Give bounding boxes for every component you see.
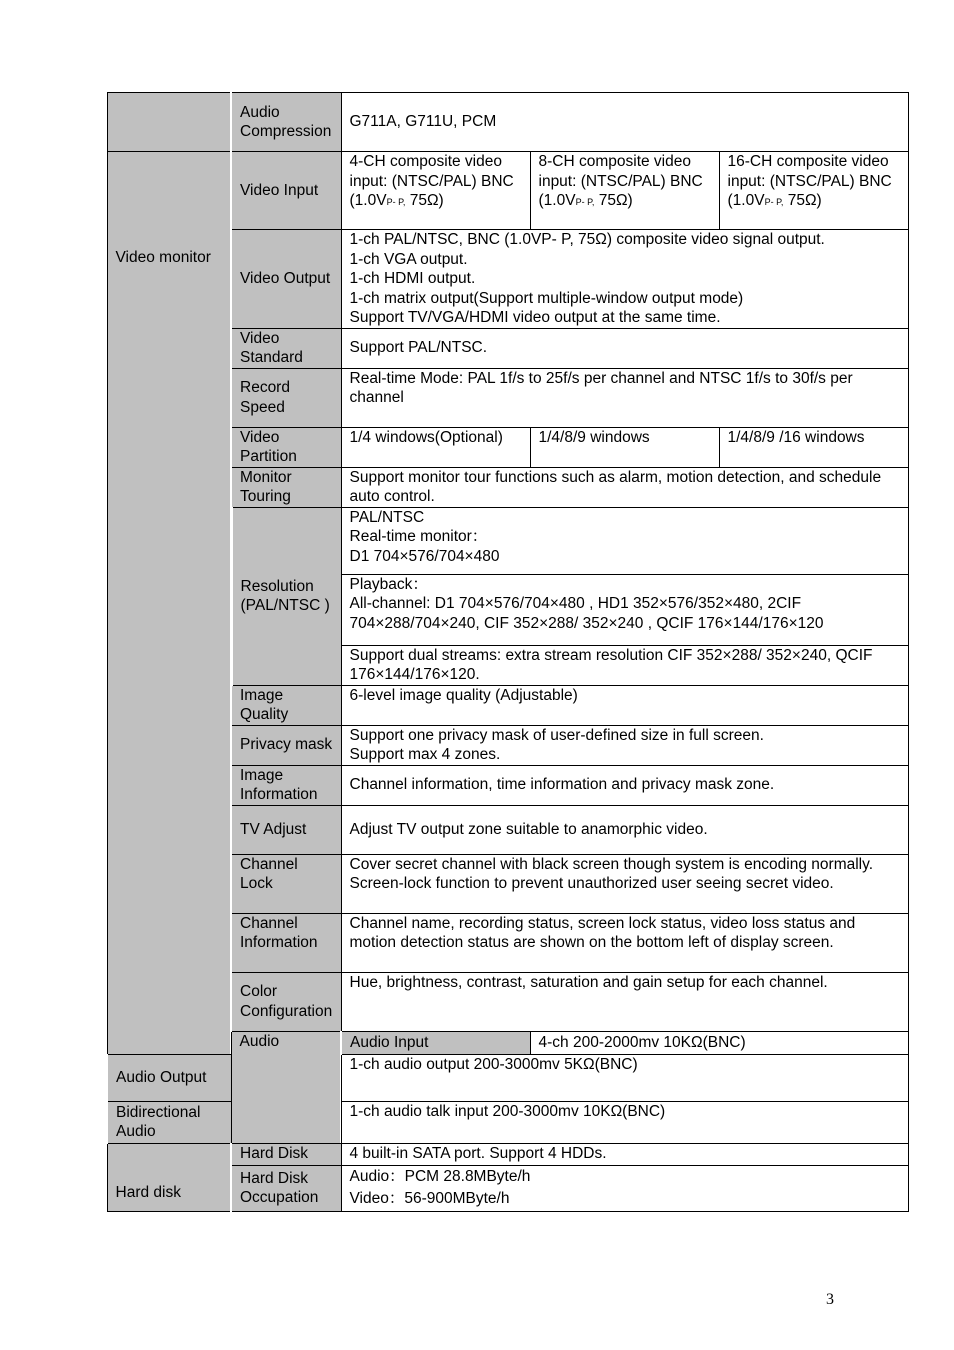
video-input-16ch bbox=[719, 152, 908, 230]
text: Support one privacy mask of user-defined size in full screen. Support max 4 zones. bbox=[349, 726, 764, 763]
resolution-dual-stream: Support dual streams: extra stream resolution CIF 352×288/ 352×240, QCIF 176×144/176×120. bbox=[341, 645, 908, 685]
item-label: Image Quality bbox=[231, 685, 341, 725]
item-label: Video Output bbox=[231, 230, 341, 329]
item-value: Adjust TV output zone suitable to anamorphic video. bbox=[341, 805, 908, 854]
partition-4ch: 1/4 windows(Optional) bbox=[341, 427, 530, 467]
partition-16ch: 1/4/8/9 /16 windows bbox=[719, 427, 908, 467]
item-value: 1-ch audio output 200-3000mv 5KΩ(BNC) bbox=[341, 1054, 908, 1101]
item-value: 6-level image quality (Adjustable) bbox=[341, 685, 908, 725]
text: PAL/NTSC Real-time monitor： D1 704×576/704×480 bbox=[349, 508, 500, 565]
item-value: Channel information, time information and privacy mask zone. bbox=[341, 765, 908, 805]
item-label: Audio Compression bbox=[231, 93, 341, 152]
item-label: Audio Output bbox=[107, 1054, 231, 1101]
row-audio-output bbox=[107, 1054, 908, 1101]
text: 4-CH composite video input: (NTSC/PAL) BNC (1.0V bbox=[349, 153, 514, 209]
category-hard-disk: Hard disk bbox=[107, 1143, 231, 1211]
item-value: Support PAL/NTSC. bbox=[341, 328, 908, 368]
text: 16-CH composite video input: (NTSC/PAL) BNC (1.0V bbox=[727, 153, 892, 209]
category-audio: Audio bbox=[231, 1031, 341, 1143]
item-label: Channel Information bbox=[231, 913, 341, 972]
text: 75Ω) bbox=[594, 192, 633, 209]
item-value: Hue, brightness, contrast, saturation and gain setup for each channel. bbox=[341, 972, 908, 1031]
text: 75Ω) bbox=[783, 192, 822, 209]
item-label: Video Standard bbox=[231, 328, 341, 368]
text: Audio：PCM 28.8MByte/h Video：56-900MByte/h bbox=[349, 1168, 531, 1207]
item-value bbox=[341, 854, 908, 913]
row-audio-compression bbox=[107, 93, 908, 152]
video-input-4ch bbox=[341, 152, 530, 230]
video-input-8ch bbox=[530, 152, 719, 230]
text: 8-CH composite video input: (NTSC/PAL) BNC (1.0V bbox=[538, 153, 703, 209]
item-value: G711A, G711U, PCM bbox=[341, 93, 908, 152]
item-label: Image Information bbox=[231, 765, 341, 805]
item-label: Monitor Touring bbox=[231, 467, 341, 507]
subscript: P- P, bbox=[575, 197, 595, 207]
item-value bbox=[341, 725, 908, 765]
item-label: Color Configuration bbox=[231, 972, 341, 1031]
item-label: Channel Lock bbox=[231, 854, 341, 913]
item-value: Real-time Mode: PAL 1f/s to 25f/s per channel and NTSC 1f/s to 30f/s per channel bbox=[341, 368, 908, 427]
item-label: Record Speed bbox=[231, 368, 341, 427]
item-label: Video Partition bbox=[231, 427, 341, 467]
item-label: Video Input bbox=[231, 152, 341, 230]
text: 75Ω) bbox=[405, 192, 444, 209]
category-video-monitor: Video monitor bbox=[107, 152, 231, 1055]
resolution-playback bbox=[341, 574, 908, 645]
subscript: P- P, bbox=[386, 197, 406, 207]
item-label: TV Adjust bbox=[231, 805, 341, 854]
category-cell-empty bbox=[107, 93, 231, 152]
item-label: Privacy mask bbox=[231, 725, 341, 765]
item-value bbox=[341, 230, 908, 329]
item-label: Resolution (PAL/NTSC ) bbox=[231, 507, 341, 685]
item-label: Bidirectional Audio bbox=[107, 1101, 231, 1143]
item-value bbox=[341, 1165, 908, 1211]
item-value: 4 built-in SATA port. Support 4 HDDs. bbox=[341, 1143, 908, 1165]
item-value: Channel name, recording status, screen lock status, video loss status and motion detection status are shown on the bottom left of display screen. bbox=[341, 913, 908, 972]
item-value: 1-ch audio talk input 200-3000mv 10KΩ(BNC) bbox=[341, 1101, 908, 1143]
text: Playback： All-channel: D1 704×576/704×480 , HD1 352×576/352×480, 2CIF 704×288/704×240, CIF 352×288/ 352×240 , QCIF 176×144/176×120 bbox=[349, 575, 824, 632]
specification-table bbox=[106, 92, 909, 1212]
resolution-realtime bbox=[341, 507, 908, 574]
item-label: Hard Disk bbox=[231, 1143, 341, 1165]
partition-8ch: 1/4/8/9 windows bbox=[530, 427, 719, 467]
subscript: P- P, bbox=[764, 197, 784, 207]
text: 1-ch PAL/NTSC, BNC (1.0VP- P, 75Ω) composite video signal output. 1-ch VGA output. 1-ch HDMI output. 1-ch matrix output(Support multiple-window output mode) Support TV/VGA/HDMI video output at the same time. bbox=[349, 231, 825, 326]
item-label: Hard Disk Occupation bbox=[231, 1165, 341, 1211]
row-hard-disk bbox=[107, 1143, 908, 1165]
text: Cover secret channel with black screen though system is encoding normally. Screen-lock function to prevent unauthorized user seeing secret video. bbox=[349, 855, 874, 892]
row-bidirectional-audio bbox=[107, 1101, 908, 1143]
item-value: Support monitor tour functions such as alarm, motion detection, and schedule auto control. bbox=[341, 467, 908, 507]
page-number: 3 bbox=[826, 1291, 834, 1308]
item-label: Audio Input bbox=[341, 1031, 530, 1054]
item-value: 4-ch 200-2000mv 10KΩ(BNC) bbox=[530, 1031, 908, 1054]
row-video-input bbox=[107, 152, 908, 230]
